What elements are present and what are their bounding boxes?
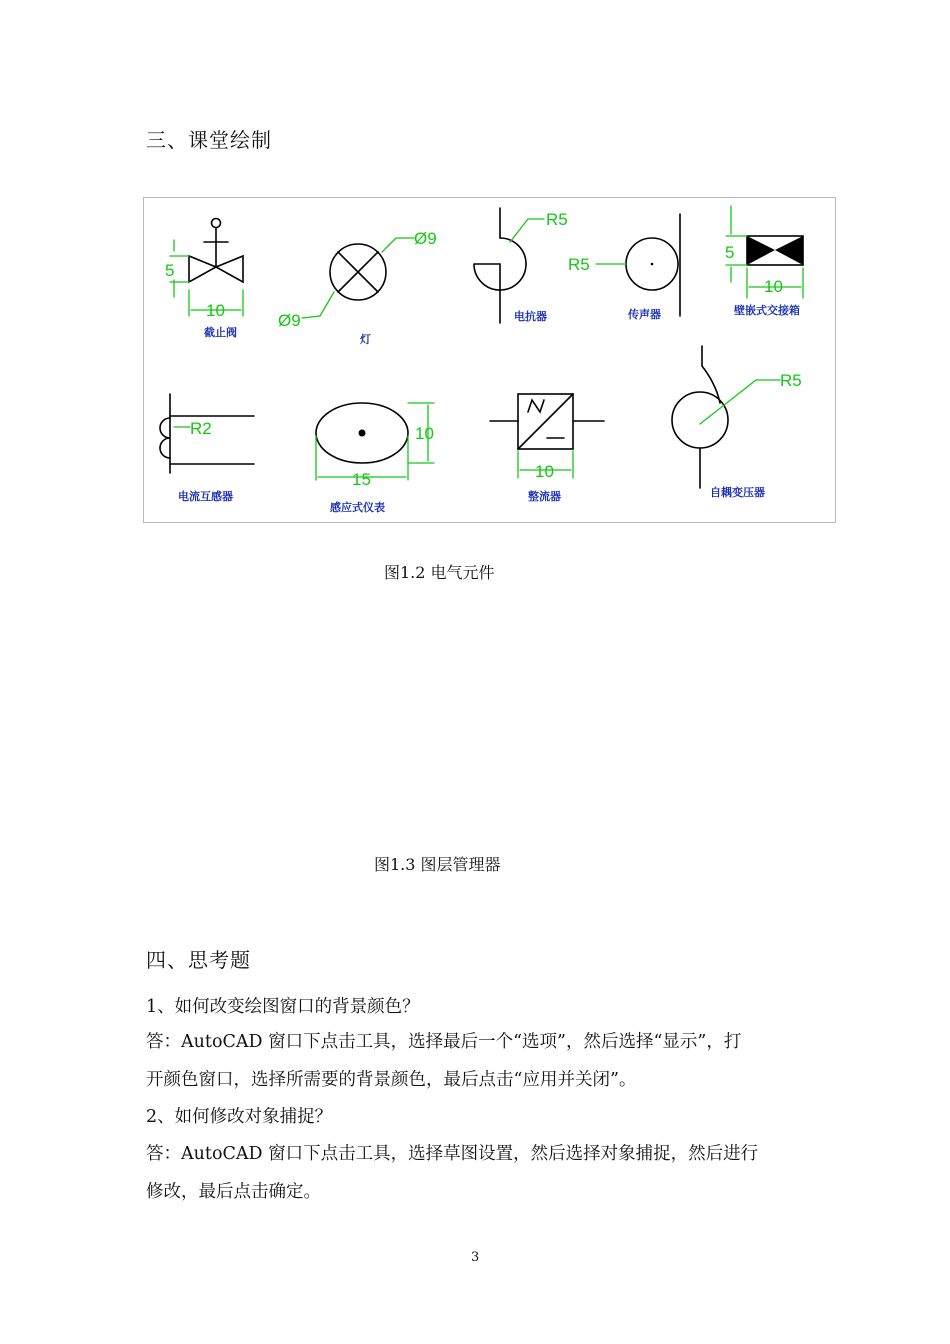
stop-valve-symbol bbox=[165, 219, 243, 340]
junction-box-dim-width: 10 bbox=[764, 277, 783, 296]
junction-box-label: 壁嵌式交接箱 bbox=[734, 304, 800, 317]
lamp-symbol bbox=[278, 229, 437, 346]
figure-1-2-caption: 图1.2 电气元件 bbox=[384, 563, 495, 582]
reactor-dim-radius: R5 bbox=[546, 210, 568, 229]
section-3-heading: 三、课堂绘制 bbox=[146, 128, 272, 152]
induction-meter-dim-width: 15 bbox=[352, 470, 371, 489]
induction-meter-dim-height: 10 bbox=[415, 424, 434, 443]
rectifier-label: 整流器 bbox=[528, 490, 561, 503]
lamp-dim-lower: Ø9 bbox=[278, 311, 301, 330]
stop-valve-dim-height: 5 bbox=[165, 261, 175, 280]
stop-valve-dim-width: 10 bbox=[206, 301, 225, 320]
lamp-label: 灯 bbox=[360, 333, 371, 346]
junction-box-symbol bbox=[725, 206, 803, 317]
reactor-symbol bbox=[474, 208, 568, 323]
microphone-dim-radius: R5 bbox=[568, 255, 590, 274]
question-1: 1、如何改变绘图窗口的背景颜色？ bbox=[146, 997, 420, 1017]
question-2: 2、如何修改对象捕捉？ bbox=[146, 1107, 333, 1127]
junction-box-dim-height: 5 bbox=[725, 243, 735, 262]
autotransformer-label: 自耦变压器 bbox=[710, 486, 765, 499]
microphone-label: 传声器 bbox=[628, 308, 661, 321]
current-transformer-dim-radius: R2 bbox=[190, 419, 212, 438]
lamp-dim-upper: Ø9 bbox=[414, 229, 437, 248]
induction-meter-label: 感应式仪表 bbox=[330, 501, 385, 514]
microphone-symbol bbox=[568, 214, 680, 321]
rectifier-dim-width: 10 bbox=[535, 462, 554, 481]
page-number: 3 bbox=[471, 1250, 480, 1265]
figure-1-3-caption: 图1.3 图层管理器 bbox=[374, 855, 501, 874]
stop-valve-label: 截止阀 bbox=[204, 326, 237, 339]
induction-meter-symbol bbox=[316, 403, 434, 514]
answer-2-line-1: 答：AutoCAD 窗口下点击工具，选择草图设置，然后选择对象捕捉，然后进行 bbox=[146, 1144, 759, 1164]
autotransformer-symbol bbox=[672, 346, 802, 499]
reactor-label: 电抗器 bbox=[514, 310, 547, 323]
autotransformer-dim-radius: R5 bbox=[780, 371, 802, 390]
answer-1-line-2: 开颜色窗口，选择所需要的背景颜色，最后点击“应用并关闭”。 bbox=[146, 1070, 637, 1090]
section-4-heading: 四、思考题 bbox=[146, 948, 251, 972]
current-transformer-symbol bbox=[160, 394, 254, 503]
answer-2-line-2: 修改，最后点击确定。 bbox=[146, 1182, 321, 1202]
current-transformer-label: 电流互感器 bbox=[178, 490, 233, 503]
answer-1-line-1: 答：AutoCAD 窗口下点击工具，选择最后一个“选项”，然后选择“显示”，打 bbox=[146, 1032, 742, 1052]
electrical-components-figure bbox=[143, 197, 836, 523]
rectifier-symbol bbox=[490, 394, 604, 503]
